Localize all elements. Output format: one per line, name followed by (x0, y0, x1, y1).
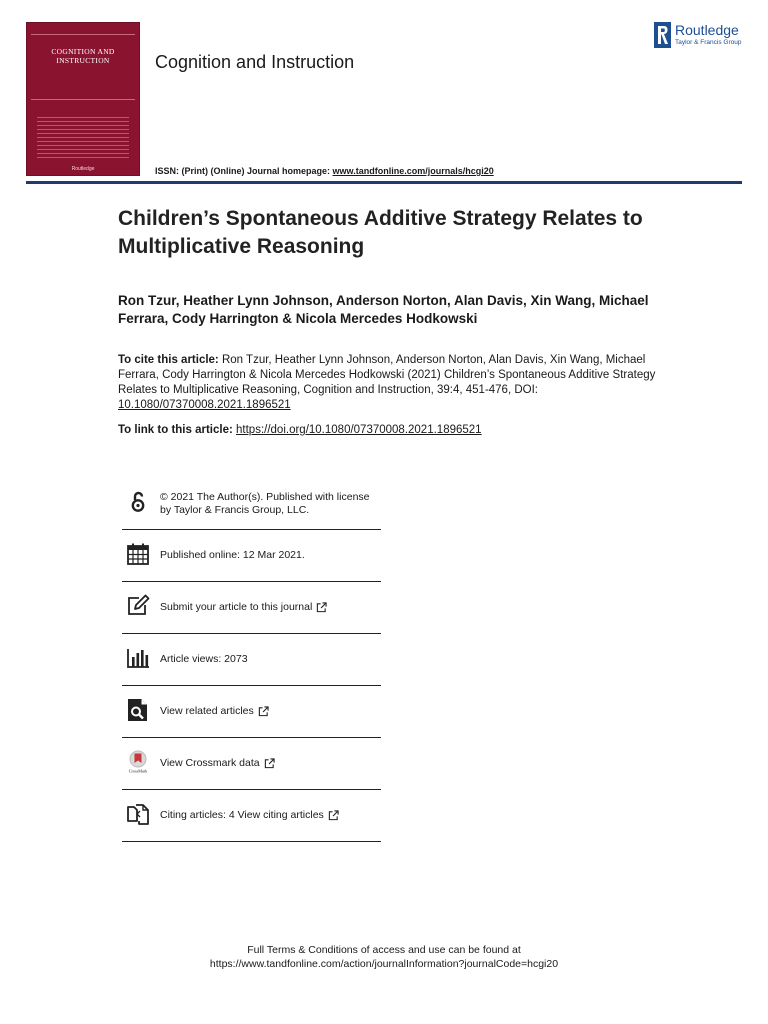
license-text: © 2021 The Author(s). Published with license by Taylor & Francis Group, LLC. (160, 490, 370, 516)
article-doi-url-link[interactable]: https://doi.org/10.1080/07370008.2021.1896521 (236, 424, 482, 436)
external-link-icon (328, 810, 339, 821)
citation-text: Ron Tzur, Heather Lynn Johnson, Anderson Norton, Alan Davis, Xin Wang, Michael Ferrara, Cody Harrington & Nicola Mercedes Hodkowski (2021) Children’s Spontaneous Additive Strategy Relates to Multiplicative Reasoning, Cognition and Instruction, 39:4, 451-476, DOI: (118, 354, 656, 396)
external-link-icon (258, 706, 269, 717)
article-authors: Ron Tzur, Heather Lynn Johnson, Anderson Norton, Alan Davis, Xin Wang, Michael Ferrara, Cody Harrington & Nicola Mercedes Hodkowski (118, 293, 649, 326)
calendar-icon (126, 542, 150, 566)
citation-label: To cite this article: (118, 354, 219, 366)
article-views-item (122, 634, 381, 686)
publisher-name: Routledge (675, 22, 739, 38)
doi-link[interactable]: 10.1080/07370008.2021.1896521 (118, 399, 291, 411)
publisher-logo (654, 20, 754, 50)
related-articles-item[interactable] (122, 686, 381, 738)
issn-line (155, 166, 494, 176)
header-rule (26, 181, 742, 184)
issn-label: ISSN: (Print) (Online) Journal homepage: (155, 166, 331, 176)
crossmark-link[interactable]: View Crossmark data (160, 757, 260, 769)
crossmark-icon (126, 750, 150, 774)
cover-divider (31, 99, 135, 100)
article-views-text: Article views: 2073 (160, 653, 248, 665)
terms-url[interactable]: https://www.tandfonline.com/action/journalInformation?journalCode=hcgi20 (209, 958, 559, 970)
crossmark-item[interactable] (122, 738, 381, 790)
article-link-block (118, 423, 658, 438)
related-articles-link[interactable]: View related articles (160, 705, 254, 717)
bar-chart-icon (126, 646, 150, 670)
journal-homepage-link[interactable]: www.tandfonline.com/journals/hcgi20 (332, 166, 494, 176)
citing-articles-link[interactable]: Citing articles: 4 View citing articles (160, 809, 324, 821)
cover-publisher-logo: Routledge (71, 166, 95, 172)
external-link-icon (316, 602, 327, 613)
document-search-icon (126, 698, 150, 722)
citing-articles-item[interactable] (122, 790, 381, 842)
published-text: Published online: 12 Mar 2021. (160, 549, 305, 561)
article-title: Children’s Spontaneous Additive Strategy Relates to Multiplicative Reasoning (118, 207, 643, 258)
routledge-logo-icon (654, 22, 671, 48)
terms-text: Full Terms & Conditions of access and use can be found at (247, 944, 521, 956)
submit-article-item[interactable] (122, 582, 381, 634)
cover-contents-text (37, 117, 129, 161)
publisher-subtitle: Taylor & Francis Group (675, 39, 742, 46)
cover-journal-name: COGNITION AND INSTRUCTION (51, 47, 115, 65)
edit-icon (126, 594, 150, 618)
published-item (122, 530, 381, 582)
journal-cover-image (26, 22, 140, 176)
license-item (122, 478, 381, 530)
terms-footer (0, 943, 768, 971)
article-info-list (122, 478, 381, 842)
article-link-label: To link to this article: (118, 424, 233, 436)
citation-block (118, 353, 658, 413)
open-access-icon (126, 490, 150, 514)
journal-title: Cognition and Instruction (155, 52, 355, 72)
crossmark-logo-label: CrossMark (128, 768, 148, 774)
citing-articles-icon (126, 802, 150, 826)
external-link-icon (264, 758, 275, 769)
cover-top-line (31, 26, 135, 35)
submit-article-link[interactable]: Submit your article to this journal (160, 601, 313, 613)
